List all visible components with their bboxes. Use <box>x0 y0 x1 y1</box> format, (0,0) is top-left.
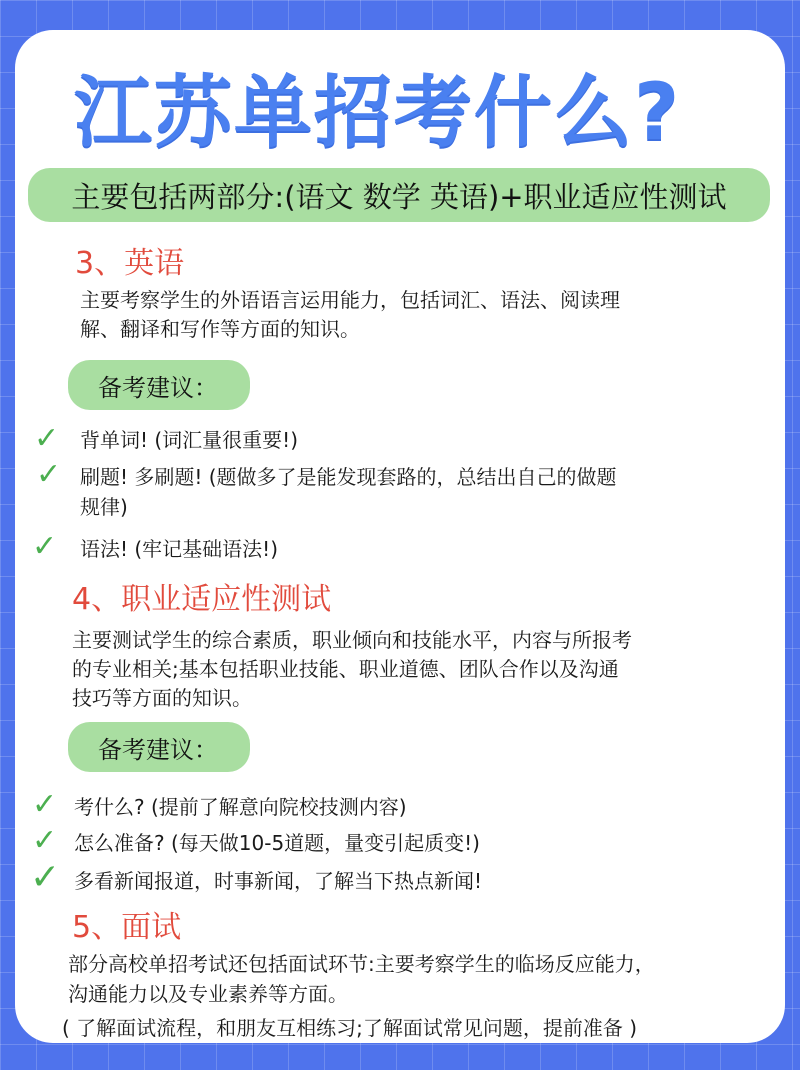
check-icon: ✓ <box>36 457 62 492</box>
section-heading-aptitude: 4、职业适应性测试 <box>72 582 332 617</box>
summary-banner <box>28 168 770 222</box>
section-heading-interview: 5、面试 <box>72 910 182 945</box>
section-desc-line: 主要测试学生的综合素质，职业倾向和技能水平，内容与所报考 <box>72 628 632 652</box>
check-icon: ✓ <box>32 823 58 858</box>
section-desc-line: 主要考察学生的外语语言运用能力，包括词汇、语法、阅读理 <box>80 288 620 312</box>
interview-note: ( 了解面试流程，和朋友互相练习;了解面试常见问题，提前准备 ) <box>62 1016 638 1040</box>
check-icon: ✓ <box>34 421 60 456</box>
check-icon: ✓ <box>32 787 58 822</box>
section-desc-line: 解、翻译和写作等方面的知识。 <box>80 317 360 341</box>
tip-item: 怎么准备? (每天做10-5道题，量变引起质变!) <box>74 831 480 855</box>
tip-item: 多看新闻报道，时事新闻，了解当下热点新闻! <box>74 869 483 893</box>
section-desc-line: 的专业相关;基本包括职业技能、职业道德、团队合作以及沟通 <box>72 657 619 681</box>
tips-label-pill <box>68 722 250 772</box>
section-desc-line: 部分高校单招考试还包括面试环节:主要考察学生的临场反应能力， <box>68 952 655 976</box>
tip-item: 语法! (牢记基础语法!) <box>80 537 278 561</box>
tip-item: 考什么? (提前了解意向院校技测内容) <box>74 795 407 819</box>
section-desc-line: 沟通能力以及专业素养等方面。 <box>68 982 348 1006</box>
tip-item: 背单词! (词汇量很重要!) <box>80 428 298 452</box>
check-icon: ✓ <box>32 529 58 564</box>
page-title: 江苏单招考什么? <box>74 68 682 158</box>
tip-item-cont: 规律) <box>80 495 128 519</box>
tip-item: 刷题! 多刷题! (题做多了是能发现套路的，总结出自己的做题 <box>80 465 617 489</box>
tips-label: 备考建议： <box>98 735 218 764</box>
tips-label-pill <box>68 360 250 410</box>
section-heading-english: 3、英语 <box>75 246 185 281</box>
summary-text: 主要包括两部分:(语文 数学 英语)+职业适应性测试 <box>71 179 727 214</box>
check-icon: ✓ <box>30 857 61 898</box>
section-desc-line: 技巧等方面的知识。 <box>72 686 252 710</box>
tips-label: 备考建议： <box>98 373 218 402</box>
